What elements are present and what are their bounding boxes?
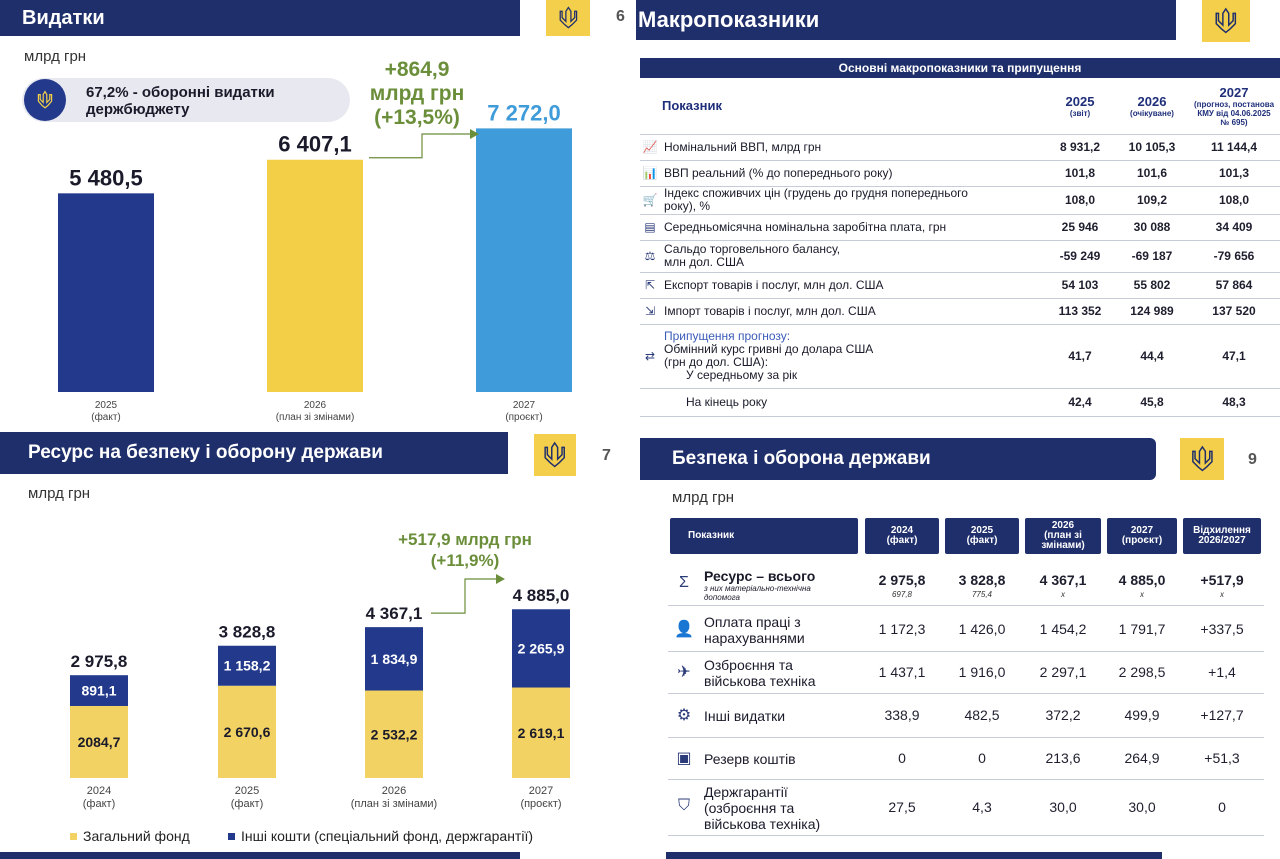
row-label: Ресурс – всього [704,568,816,584]
category-sublabel: (факт) [82,798,116,810]
header-indicator: Показник [670,518,858,554]
import-icon: ⇲ [640,298,660,324]
increase-arrow [369,134,470,158]
cell: 8 931,2 [1044,134,1116,160]
soldier-icon: 👤 [674,621,694,638]
row-label: ВВП реальний (% до попереднього року) [660,160,1044,186]
category-sublabel: (план зі змінами) [275,412,355,423]
page-number: 6 [616,8,625,25]
legend-item [228,828,533,844]
row-label: Сальдо торговельного балансу, млн дол. США [660,240,1044,272]
cell: 108,0 [1188,186,1280,214]
legend-item [70,828,190,844]
table-row [668,738,1264,780]
table-row-assumption [640,324,1280,388]
cell: 109,2 [1116,186,1188,214]
unit-label: млрд грн [28,485,91,502]
badge-text: 67,2% - оборонні видатки держбюджету [86,84,275,118]
cell: +337,5 [1200,621,1244,637]
category-label: 2027 [512,400,536,411]
table-row [640,214,1280,240]
cell: 44,4 [1116,324,1188,388]
row-label: Держгарантії (озброєння та військова техніка) [704,784,821,832]
cell: 30,0 [1128,799,1156,815]
cell: 0 [978,750,986,766]
cell: 113 352 [1044,298,1116,324]
header-2026: 2026 (план зі змінами) [1025,518,1101,554]
sigma-icon: Σ [679,574,689,591]
cell: +517,9 [1200,572,1244,588]
total-label: 2 975,8 [70,652,128,672]
cell: 1 454,2 [1039,621,1087,637]
header-2025: 2025 (факт) [945,518,1019,554]
header-2025: 2025 (звіт) [1044,78,1116,134]
total-label: 3 828,8 [218,622,276,642]
segment-label: 2 619,1 [517,724,565,741]
segment-label: 2 670,6 [223,723,271,740]
segment-label: 2 265,9 [517,640,565,657]
cell: 1 916,0 [958,664,1006,680]
row-label: Середньомісячна номінальна заробітна плата, грн [660,214,1044,240]
increase-arrow [431,579,496,613]
scales-icon: ⚖ [640,240,660,272]
category-sublabel: (факт) [91,412,121,423]
legend-swatch [228,833,235,840]
category-label: 2027 [528,785,554,797]
table-row [640,298,1280,324]
table-row [640,240,1280,272]
cell: 482,5 [964,707,1000,723]
row-label: Озброєння та військова техніка [704,657,816,689]
header-2027: 2027 (прогноз, постанова КМУ від 04.06.2025 № 695) [1188,78,1280,134]
header-2027: 2027 (проєкт) [1107,518,1177,554]
cell: -79 656 [1188,240,1280,272]
cell: 2 298,5 [1118,664,1166,680]
cell: 1 791,7 [1118,621,1166,637]
cell: 47,1 [1188,324,1280,388]
cell: 30 088 [1116,214,1188,240]
increase-unit: млрд грн [369,82,465,105]
total-label: 4 367,1 [365,604,423,624]
trident-icon [1202,0,1250,42]
row-label: Припущення прогнозу: Обмінний курс гривні до долара США (грн до дол. США): У середньому за рік [660,324,1044,388]
category-sublabel: (план зі змінами) [350,798,438,810]
cell: 137 520 [1188,298,1280,324]
cell: 54 103 [1044,272,1116,298]
cell: 0 [898,750,906,766]
slide-title-bar [640,438,1156,480]
category-sublabel: (проєкт) [505,412,543,423]
cell: 124 989 [1116,298,1188,324]
cell: 41,7 [1044,324,1116,388]
table-row [668,652,1264,694]
category-label: 2025 [94,400,118,411]
cell: 57 864 [1188,272,1280,298]
page-number: 9 [1248,451,1257,468]
table-row [640,134,1280,160]
bar-2026 [267,160,363,392]
category-label: 2025 [234,785,260,797]
category-label: 2026 [303,400,327,411]
cell: 45,8 [1116,388,1188,416]
macro-table [640,78,1280,417]
chart-growth-icon: 📊 [640,160,660,186]
row-label: Експорт товарів і послуг, млн дол. США [660,272,1044,298]
cell: 2 297,1 [1039,664,1087,680]
row-label: Номінальний ВВП, млрд грн [660,134,1044,160]
cell: -59 249 [1044,240,1116,272]
safe-icon: ▣ [676,750,692,767]
header-2024: 2024 (факт) [865,518,939,554]
row-label: Резерв коштів [704,751,796,767]
table-row [668,780,1264,836]
slide-title: Макропоказники [638,7,820,32]
cell: 55 802 [1116,272,1188,298]
sub-label: У середньому за рік [686,368,798,382]
cell: 34 409 [1188,214,1280,240]
page-number: 7 [602,447,611,464]
cell: 3 828,8 [958,572,1006,588]
table-row [668,694,1264,738]
header-deviation: Відхилення 2026/2027 [1183,518,1261,554]
table-row [640,388,1280,416]
bottom-edge [666,852,1162,859]
cell: +51,3 [1204,750,1240,766]
increase-percent: (+13,5%) [374,106,460,129]
cell: 27,5 [888,799,916,815]
cell-sub: x [1220,590,1224,599]
row-label: Оплата праці з нарахуваннями [704,614,805,646]
segment-label: 2 532,2 [370,726,418,743]
cell-sub: x [1061,590,1065,599]
cell: 108,0 [1044,186,1116,214]
increase-value: +864,9 [384,58,450,81]
cell: 4 367,1 [1039,572,1087,588]
table-row [640,160,1280,186]
legend-label: Загальний фонд [83,828,190,844]
cell: 4 885,0 [1118,572,1166,588]
table-title: Основні макропоказники та припущення [838,61,1082,75]
segment-label: 2084,7 [77,733,121,750]
header-indicator: Показник [640,78,1044,134]
macro-table-header [640,78,1280,134]
slide-title: Ресурс на безпеку і оборону держави [28,442,383,463]
unit-label: млрд грн [672,489,735,506]
bar-value-label: 5 480,5 [69,165,143,191]
segment-label: 1 834,9 [370,650,418,667]
segment-label: 891,1 [81,682,117,699]
row-note: з них матеріально-технічна допомога [704,584,811,602]
table-row [640,186,1280,214]
cell-sub: 697,8 [891,590,913,599]
unit-label: млрд грн [24,48,87,65]
cell: 101,6 [1116,160,1188,186]
cell: 30,0 [1049,799,1077,815]
cell: 101,8 [1044,160,1116,186]
cell: 101,3 [1188,160,1280,186]
increase-value: +517,9 млрд грн [398,530,532,549]
cell: 213,6 [1045,750,1081,766]
category-sublabel: (проєкт) [520,798,562,810]
cell-sub: x [1140,590,1144,599]
cell: 0 [1218,799,1226,815]
cell: +1,4 [1208,664,1236,680]
header-2026: 2026 (очікуване) [1116,78,1188,134]
empty-cell [640,388,660,416]
cell: 264,9 [1124,750,1160,766]
plane-icon: ✈ [677,664,691,681]
cell-sub: 775,4 [971,590,993,599]
assumption-heading: Припущення прогнозу: [664,329,791,343]
export-icon: ⇱ [640,272,660,298]
cell: 2 975,8 [878,572,926,588]
cell: 4,3 [972,799,992,815]
cell: 372,2 [1045,707,1081,723]
chart-line-icon: 📈 [640,134,660,160]
cell: 338,9 [884,707,920,723]
table-row [640,272,1280,298]
slide-title: Видатки [22,6,105,29]
shield-icon: ⛉ [677,797,690,814]
exchange-icon: ⇄ [640,324,660,388]
category-label: 2024 [86,785,112,797]
table-row-total [668,564,1264,606]
slide-expenses [0,0,625,430]
cart-icon: 🛒 [640,186,660,214]
table-row [668,608,1264,652]
cell: 1 172,3 [878,621,926,637]
cell: 1 437,1 [878,664,926,680]
slide-title: Безпека і оборона держави [672,448,931,469]
cell: 48,3 [1188,388,1280,416]
cell: 11 144,4 [1188,134,1280,160]
category-sublabel: (факт) [230,798,264,810]
row-label: Індекс споживчих цін (грудень до грудня попереднього року), % [660,186,1044,214]
bar-value-label: 6 407,1 [278,131,352,157]
slide-resource [0,432,625,859]
cell: 42,4 [1044,388,1116,416]
row-label: На кінець року [660,388,1044,416]
table-title-bar [640,58,1280,78]
cell: +127,7 [1200,707,1244,723]
row-label: Інші видатки [704,708,786,724]
cell: 499,9 [1124,707,1160,723]
resource-stacked-bar-chart [0,432,625,859]
cell: 25 946 [1044,214,1116,240]
cell: 10 105,3 [1116,134,1188,160]
bar-2025 [58,193,154,392]
total-label: 4 885,0 [512,586,570,606]
wallet-icon: ▤ [640,214,660,240]
slide-title-bar [636,0,1176,40]
legend-swatch [70,833,77,840]
bottom-edge [0,852,520,859]
bar-value-label: 7 272,0 [487,100,561,126]
category-label: 2026 [381,785,407,797]
trident-icon [1180,438,1224,480]
gear-icon: ⚙ [676,707,692,724]
row-label: Імпорт товарів і послуг, млн дол. США [660,298,1044,324]
arrow-head [496,574,505,584]
cell: -69 187 [1116,240,1188,272]
legend-label: Інші кошти (спеціальний фонд, держгарантії) [241,828,533,844]
segment-label: 1 158,2 [223,657,271,674]
bar-2027 [476,128,572,392]
cell: 1 426,0 [958,621,1006,637]
expenses-bar-chart [0,0,625,430]
increase-percent: (+11,9%) [430,551,500,570]
